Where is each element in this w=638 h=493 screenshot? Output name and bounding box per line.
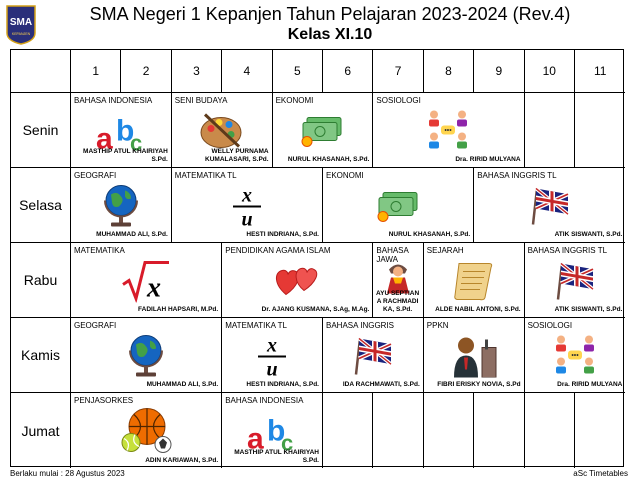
people-icon [424, 107, 472, 160]
subject-name: BAHASA INGGRIS [326, 321, 395, 330]
teacher-name: MUHAMMAD ALI, S.Pd. [96, 231, 168, 238]
teacher-name: MASTHIP ATUL KHAIRIYAH S.Pd. [234, 449, 319, 464]
lesson-card[interactable] [71, 318, 222, 393]
subject-name: MATEMATIKA TL [225, 321, 287, 330]
lesson-card[interactable] [373, 243, 423, 318]
lesson-card[interactable] [474, 168, 625, 243]
period-header: 7 [373, 50, 423, 93]
subject-name: MATEMATIKA [74, 246, 125, 255]
lesson-card[interactable] [71, 243, 222, 318]
empty-slot [373, 393, 423, 468]
subject-name: PENJASORKES [74, 396, 134, 405]
teacher-name: AYU SEPTIAN A RACHMADI KA, S.Pd. [376, 290, 420, 313]
lesson-card[interactable] [373, 93, 524, 168]
empty-slot [525, 93, 575, 168]
school-logo [6, 5, 36, 45]
lesson-card[interactable] [424, 243, 525, 318]
teacher-name: HESTI INDRIANA, S.Pd. [246, 381, 319, 388]
teacher-name: Dr. AJANG KUSMANA, S.Ag, M.Ag. [261, 306, 370, 313]
svg-text:c: c [129, 130, 143, 153]
svg-text:u: u [241, 208, 253, 228]
globe-icon [126, 333, 166, 384]
scroll-icon [451, 258, 497, 309]
empty-slot [474, 393, 524, 468]
logo-subtext: KEPANJEN [11, 32, 31, 36]
empty-slot [525, 393, 575, 468]
class-title: Kelas XI.10 [287, 26, 373, 43]
valid-from-note: Berlaku mulai : 28 Agustus 2023 [10, 469, 125, 478]
balls-icon [119, 407, 173, 460]
teacher-name: FIBRI ERISKY NOVIA, S.Pd [437, 381, 521, 388]
globe-icon [101, 183, 141, 234]
subject-name: BAHASA JAWA [376, 246, 409, 264]
empty-slot [323, 393, 373, 468]
lesson-card[interactable] [323, 168, 474, 243]
subject-name: EKONOMI [326, 171, 364, 180]
period-header: 9 [474, 50, 524, 93]
period-header: 8 [424, 50, 474, 93]
teacher-name: HESTI INDRIANA, S.Pd. [246, 231, 319, 238]
svg-text:x: x [147, 272, 162, 303]
period-header: 4 [222, 50, 272, 93]
subject-name: PPKN [426, 321, 449, 330]
teacher-name: MUHAMMAD ALI, S.Pd. [146, 381, 219, 388]
teacher-name: Dra. RIRID MULYANA [455, 156, 521, 163]
lesson-card[interactable] [71, 93, 172, 168]
people-icon [551, 332, 599, 385]
period-header: 3 [172, 50, 222, 93]
subject-name: PENDIDIKAN AGAMA ISLAM [225, 246, 331, 255]
period-header: 1 [71, 50, 121, 93]
subject-name: GEOGRAFI [74, 171, 117, 180]
period-header: 11 [575, 50, 625, 93]
subject-name: BAHASA INDONESIA [74, 96, 153, 105]
speaker-icon [450, 334, 498, 383]
generator-credit: aSc Timetables [573, 469, 628, 478]
teacher-name: ATIK SISWANTI, S.Pd. [554, 231, 623, 238]
sqrt-icon [121, 259, 171, 308]
svg-text:•••: ••• [444, 127, 453, 135]
day-label: Rabu [11, 243, 71, 318]
empty-slot [575, 393, 625, 468]
day-label: Selasa [11, 168, 71, 243]
period-header: 5 [273, 50, 323, 93]
day-label: Senin [11, 93, 71, 168]
teacher-name: WELLY PURNAMA KUMALASARI, S.Pd. [205, 148, 269, 163]
period-header: 10 [525, 50, 575, 93]
header-corner [11, 50, 71, 93]
teacher-name: NURUL KHASANAH, S.Pd. [287, 156, 370, 163]
subject-name: BAHASA INGGRIS TL [477, 171, 557, 180]
fraction-icon [254, 334, 290, 383]
svg-text:a: a [247, 422, 264, 453]
teacher-name: ATIK SISWANTI, S.Pd. [554, 306, 623, 313]
lesson-card[interactable] [222, 243, 373, 318]
lesson-card[interactable] [172, 93, 273, 168]
lesson-card[interactable] [273, 93, 374, 168]
uk-flag-icon [350, 335, 396, 382]
lesson-card[interactable] [222, 393, 323, 468]
subject-name: EKONOMI [275, 96, 314, 105]
period-header: 6 [323, 50, 373, 93]
svg-text:x: x [241, 184, 252, 207]
empty-slot [424, 393, 474, 468]
lesson-card[interactable] [71, 168, 172, 243]
uk-flag-icon [552, 260, 598, 307]
money-icon [375, 189, 421, 228]
teacher-name: NURUL KHASANAH, S.Pd. [388, 231, 471, 238]
subject-name: BAHASA INDONESIA [225, 396, 304, 405]
subject-name: SOSIOLOGI [527, 321, 573, 330]
svg-text:•••: ••• [571, 352, 579, 360]
money-icon [299, 114, 345, 153]
lesson-card[interactable] [323, 318, 424, 393]
teacher-name: Dra. RIRID MULYANA [557, 381, 623, 388]
uk-flag-icon [527, 185, 573, 232]
lesson-card[interactable] [172, 168, 323, 243]
subject-name: SEJARAH [426, 246, 464, 255]
subject-name: SOSIOLOGI [376, 96, 421, 105]
svg-text:c: c [281, 430, 294, 453]
lesson-card[interactable] [525, 318, 626, 393]
teacher-name: IDA RACHMAWATI, S.Pd. [342, 381, 420, 388]
subject-name: GEOGRAFI [74, 321, 117, 330]
day-label: Kamis [11, 318, 71, 393]
page-title: SMA Negeri 1 Kepanjen Tahun Pelajaran 2023-2024 (Rev.4) [89, 4, 571, 24]
subject-name: SENI BUDAYA [174, 96, 228, 105]
hearts-icon [272, 261, 322, 306]
svg-text:b: b [267, 414, 286, 448]
teacher-name: ADIN KARIAWAN, S.Pd. [145, 457, 219, 464]
lesson-card[interactable] [525, 243, 626, 318]
day-label: Jumat [11, 393, 71, 468]
teacher-name: MASTHIP ATUL KHAIRIYAH S.Pd. [83, 148, 168, 163]
lesson-card[interactable] [424, 318, 525, 393]
fraction-icon [229, 184, 265, 233]
subject-name: BAHASA INGGRIS TL [527, 246, 608, 255]
lesson-card[interactable] [222, 318, 323, 393]
empty-slot [575, 93, 625, 168]
svg-text:a: a [95, 122, 113, 153]
timetable-grid [10, 49, 624, 467]
svg-text:u: u [266, 358, 278, 378]
subject-name: MATEMATIKA TL [174, 171, 237, 180]
teacher-name: ALDE NABIL ANTONI, S.Pd. [435, 306, 521, 313]
logo-text: SMA [9, 17, 33, 28]
lesson-card[interactable] [71, 393, 222, 468]
teacher-name: FADILAH HAPSARI, M.Pd. [138, 306, 219, 313]
period-header: 2 [121, 50, 171, 93]
svg-text:x: x [267, 334, 278, 357]
svg-text:b: b [115, 114, 135, 148]
